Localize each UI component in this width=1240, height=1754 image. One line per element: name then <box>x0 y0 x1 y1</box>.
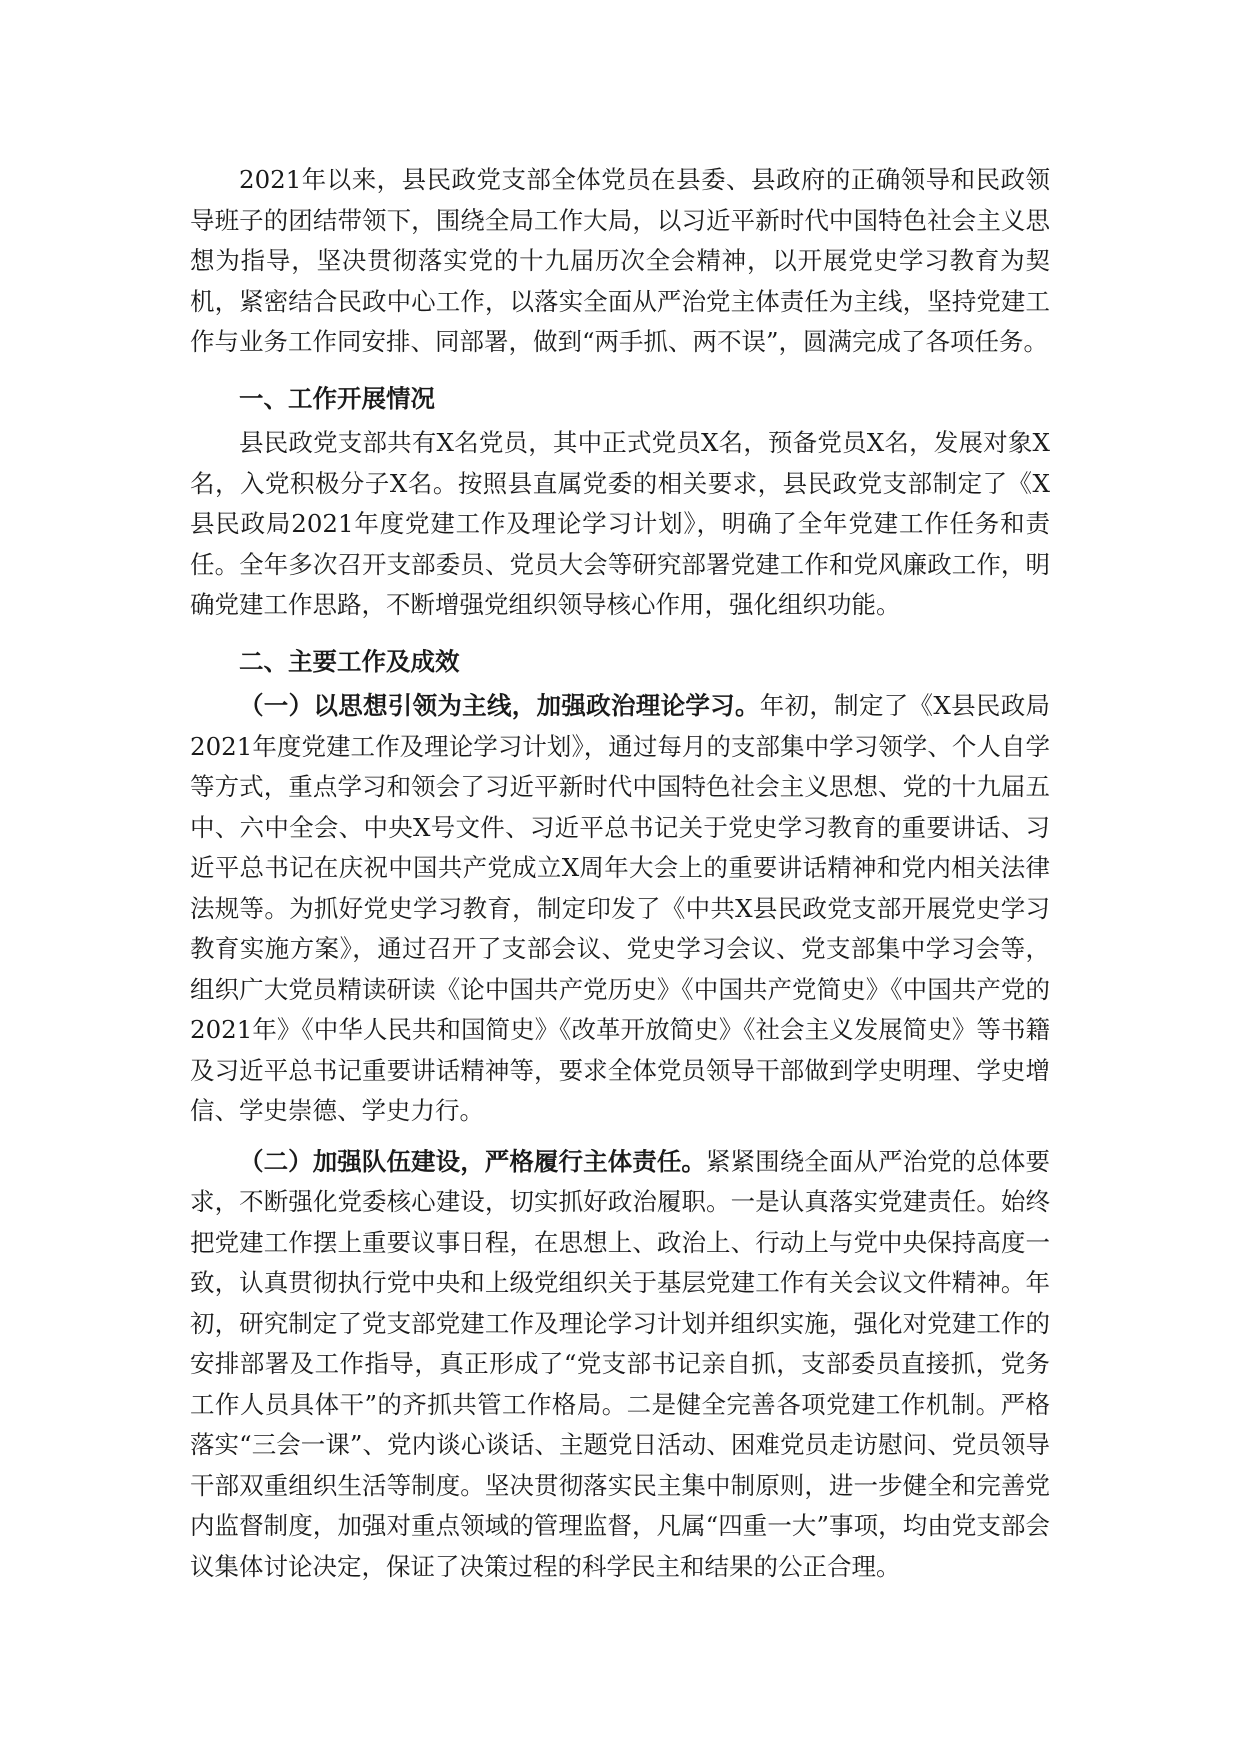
section-1-paragraph: 县民政党支部共有X名党员，其中正式党员X名，预备党员X名，发展对象X名，入党积极分子X名。按照县直属党委的相关要求，县民政党支部制定了《X县民政局2021年度党建工作及理论学习计划》，明确了全年党建工作任务和责任。全年多次召开支部委员、党员大会等研究部署党建工作和党风廉政工作，明确党建工作思路，不断增强党组织领导核心作用，强化组织功能。 <box>190 428 1050 619</box>
section-2-heading: 二、主要工作及成效 <box>239 646 460 676</box>
item-2-body: 紧紧围绕全面从严治党的总体要求，不断强化党委核心建设，切实抓好政治履职。一是认真落实党建责任。始终把党建工作摆上重要议事日程，在思想上、政治上、行动上与党中央保持高度一致，认真贯彻执行党中央和上级党组织关于基层党建工作有关会议文件精神。年初，研究制定了党支部党建工作及理论学习计划并组织实施，强化对党建工作的安排部署及工作指导，真正形成了“党支部书记亲自抓，支部委员直接抓，党务工作人员具体干”的齐抓共管工作格局。二是健全完善各项党建工作机制。严格落实“三会一课”、党内谈心谈话、主题党日活动、困难党员走访慰问、党员领导干部双重组织生活等制度。坚决贯彻落实民主集中制原则，进一步健全和完善党内监督制度，加强对重点领域的管理监督，凡属“四重一大”事项，均由党支部会议集体讨论决定，保证了决策过程的科学民主和结果的公正合理。 <box>190 1146 1050 1581</box>
spacer <box>190 1132 1050 1142</box>
section-1-heading: 一、工作开展情况 <box>239 383 435 413</box>
item-1-lead: （一）以思想引领为主线，加强政治理论学习。 <box>239 691 760 720</box>
spacer <box>190 626 1050 636</box>
intro-paragraph: 2021年以来，县民政党支部全体党员在县委、县政府的正确领导和民政领导班子的团结带领下，围绕全局工作大局，以习近平新时代中国特色社会主义思想为指导，坚决贯彻落实党的十九届历次全会精神，以开展党史学习教育为契机，紧密结合民政中心工作，以落实全面从严治党主体责任为主线，坚持党建工作与业务工作同安排、同部署，做到“两手抓、两不误”，圆满完成了各项任务。 <box>190 165 1050 356</box>
section-2-item-2 <box>190 1142 1050 1588</box>
spacer <box>190 363 1050 373</box>
item-1-body: 年初，制定了《X县民政局2021年度党建工作及理论学习计划》，通过每月的支部集中学习领学、个人自学等方式，重点学习和领会了习近平新时代中国特色社会主义思想、党的十九届五中、六中全会、中央X号文件、习近平总书记关于党史学习教育的重要讲话、习近平总书记在庆祝中国共产党成立X周年大会上的重要讲话精神和党内相关法律法规等。为抓好党史学习教育，制定印发了《中共X县民政党支部开展党史学习教育实施方案》，通过召开了支部会议、党史学习会议、党支部集中学习会等，组织广大党员精读研读《论中国共产党历史》《中国共产党简史》《中国共产党的2021年》《中华人民共和国简史》《改革开放简史》《社会主义发展简史》等书籍及习近平总书记重要讲话精神等，要求全体党员领导干部做到学史明理、学史增信、学史崇德、学史力行。 <box>190 691 1050 1125</box>
section-2-item-1 <box>190 686 1050 1132</box>
item-2-lead: （二）加强队伍建设，严格履行主体责任。 <box>239 1146 706 1176</box>
